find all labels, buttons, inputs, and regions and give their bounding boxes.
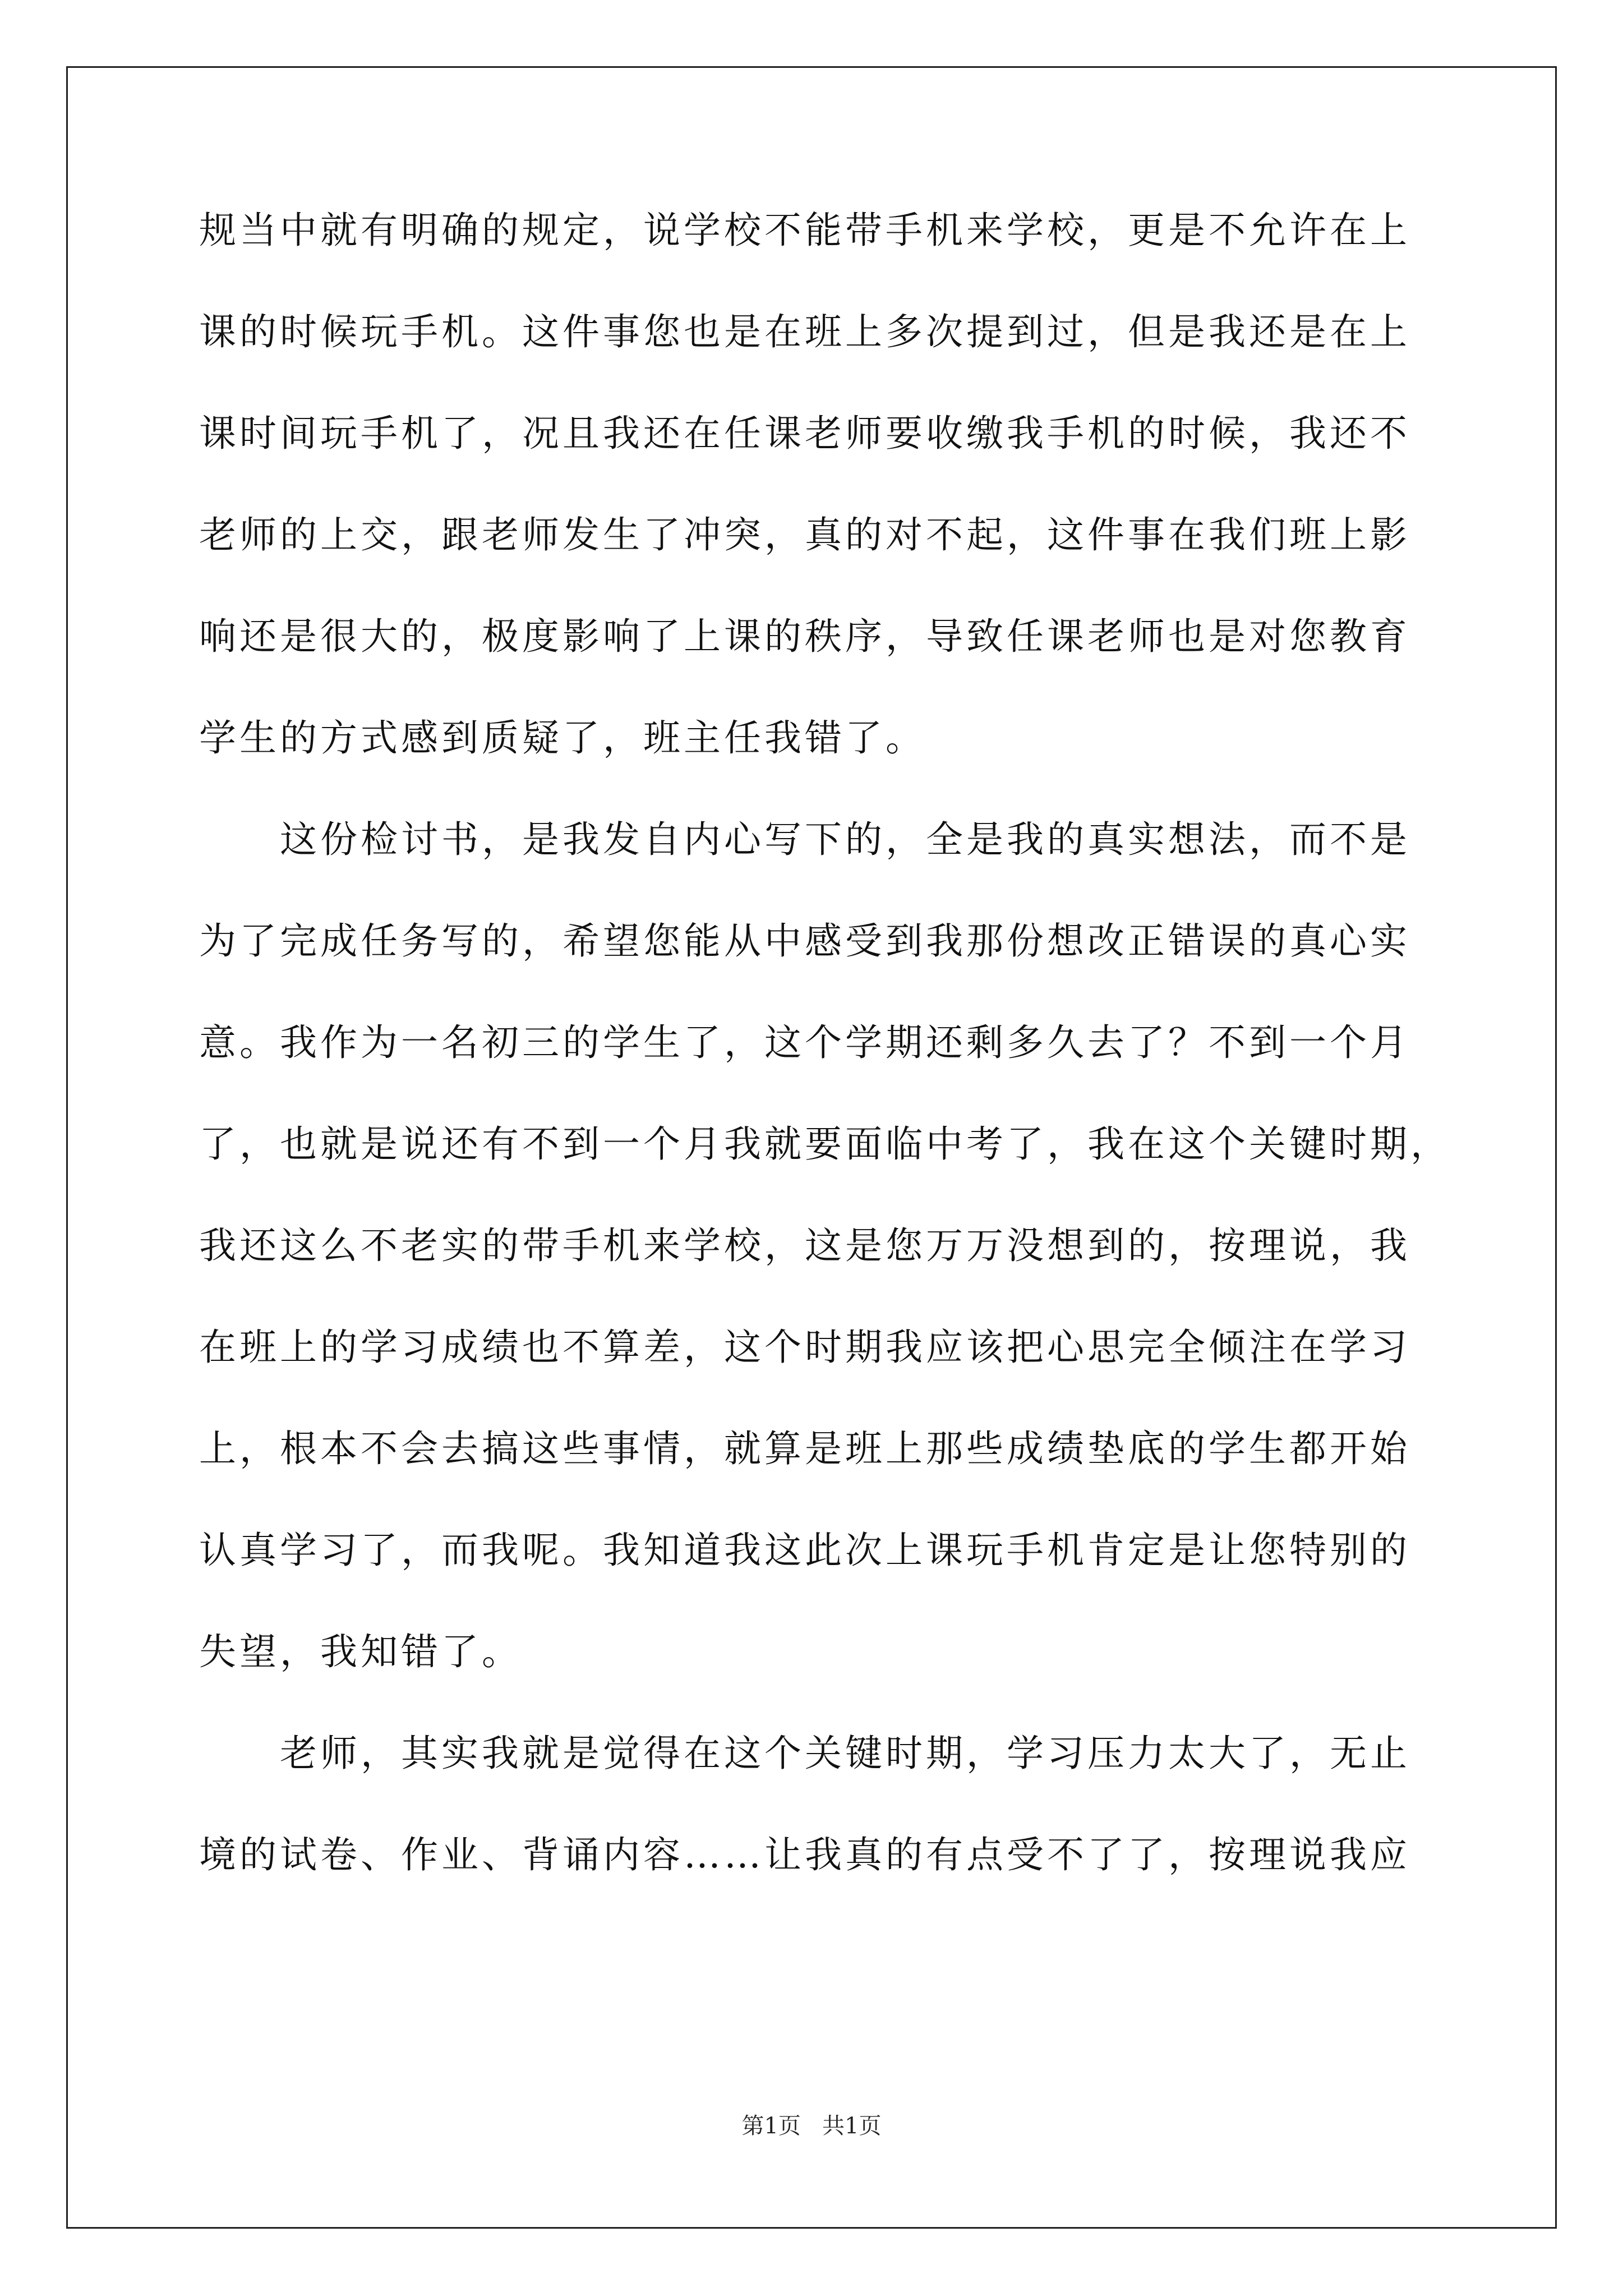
text-line: 规当中就有明确的规定，说学校不能带手机来学校，更是不允许在上 (199, 209, 1410, 252)
text-line: 学生的方式感到质疑了，班主任我错了。 (199, 716, 926, 760)
text-line: 失望，我知错了。 (199, 1630, 522, 1673)
text-line: 我还这么不老实的带手机来学校，这是您万万没想到的，按理说，我 (199, 1224, 1410, 1267)
paragraph-start-line: 这份检讨书，是我发自内心写下的，全是我的真实想法，而不是 (199, 818, 1410, 861)
paragraph-start-line: 老师，其实我就是觉得在这个关键时期，学习压力太大了，无止 (199, 1732, 1410, 1775)
text-line: 上，根本不会去搞这些事情，就算是班上那些成绩垫底的学生都开始 (199, 1427, 1410, 1470)
text-line: 老师的上交，跟老师发生了冲突，真的对不起，这件事在我们班上影 (199, 513, 1410, 556)
page-number-footer: 第1页 共1页 (741, 2113, 882, 2139)
text-line: 境的试卷、作业、背诵内容……让我真的有点受不了了，按理说我应 (199, 1833, 1410, 1876)
text-line: 意。我作为一名初三的学生了，这个学期还剩多久去了？不到一个月 (199, 1021, 1410, 1064)
text-line: 在班上的学习成绩也不算差，这个时期我应该把心思完全倾注在学习 (199, 1326, 1410, 1369)
text-line: 响还是很大的，极度影响了上课的秩序，导致任课老师也是对您教育 (199, 615, 1410, 658)
text-line: 课的时候玩手机。这件事您也是在班上多次提到过，但是我还是在上 (199, 310, 1410, 353)
text-line: 课时间玩手机了，况且我还在任课老师要收缴我手机的时候，我还不 (199, 412, 1410, 455)
text-line: 认真学习了，而我呢。我知道我这此次上课玩手机肯定是让您特别的 (199, 1529, 1410, 1572)
text-line: 了，也就是说还有不到一个月我就要面临中考了，我在这个关键时期， (199, 1122, 1451, 1166)
text-line: 为了完成任务写的，希望您能从中感受到我那份想改正错误的真心实 (199, 919, 1410, 963)
